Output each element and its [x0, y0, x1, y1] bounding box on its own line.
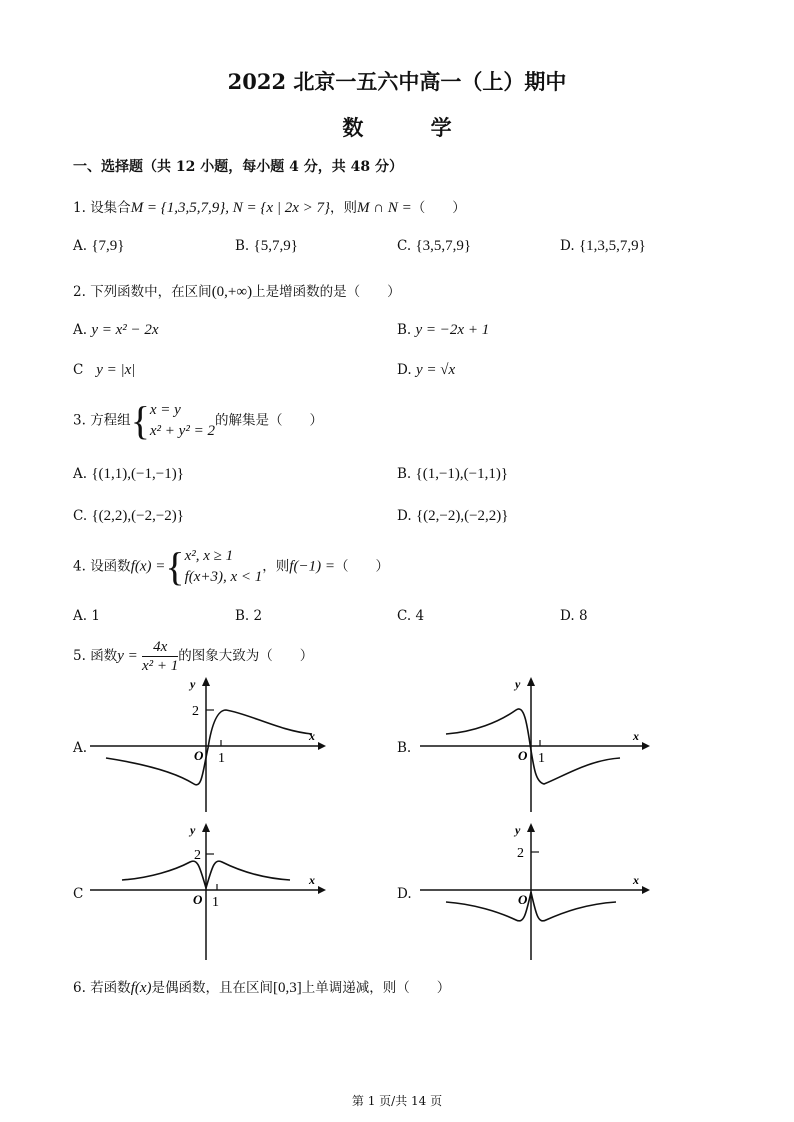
equation-system	[150, 400, 215, 442]
equation-line: x = y	[149, 402, 181, 418]
option-text: y = x² − 2x	[91, 322, 159, 338]
option-c	[397, 238, 471, 255]
option-c	[397, 608, 424, 624]
question-text: ，则	[262, 558, 290, 575]
option-c	[73, 508, 184, 525]
question-number: 6.	[73, 980, 86, 996]
x-axis-arrow	[642, 742, 650, 750]
option-text: y = √x	[415, 362, 456, 378]
option-a	[73, 238, 125, 255]
x-axis-label: x	[633, 873, 639, 887]
option-text: 2	[253, 608, 263, 624]
answer-blank: （ ）	[411, 200, 466, 216]
option-d	[397, 508, 509, 525]
question-text: 若函数	[90, 980, 131, 996]
origin-label: O	[193, 892, 203, 907]
option-text: {5,7,9}	[253, 238, 298, 254]
y-axis-label: y	[515, 677, 521, 691]
x-tick-label: 1	[212, 895, 219, 910]
option-label: C.	[397, 608, 412, 624]
question-math: (0,+∞)	[211, 284, 253, 300]
y-axis-arrow	[527, 823, 535, 832]
question-number: 5.	[73, 648, 86, 664]
y-tick-label: 2	[194, 848, 201, 863]
question-text: ，则	[330, 200, 357, 216]
option-c	[73, 362, 135, 379]
option-b	[397, 466, 508, 483]
question-math: y =	[117, 648, 138, 664]
question-6	[73, 976, 450, 997]
page-footer: 第 1 页/共 14 页	[351, 1094, 443, 1108]
question-text: 设函数	[90, 558, 131, 575]
option-text: 4	[415, 608, 425, 624]
question-4	[73, 546, 389, 588]
question-3	[73, 400, 323, 442]
question-text: 函数	[90, 648, 118, 664]
option-label: A.	[73, 466, 88, 482]
x-axis-arrow	[318, 742, 326, 750]
origin-label: O	[518, 892, 528, 907]
option-label: A.	[73, 608, 88, 624]
graph-option-b	[414, 676, 654, 812]
option-text: {1,3,5,7,9}	[578, 238, 646, 254]
option-text: y = |x|	[96, 362, 136, 378]
question-text: 下列函数中，在区间	[90, 284, 212, 300]
subject-title: 数 学	[342, 115, 482, 140]
question-math: [0,3]	[273, 980, 302, 996]
option-text: {7,9}	[91, 238, 125, 254]
question-5	[73, 638, 313, 675]
option-label: D.	[397, 508, 412, 524]
question-text: 的图象大致为（ ）	[178, 648, 314, 664]
section-heading: 一、选择题（共 12 小题，每小题 4 分，共 48 分）	[73, 159, 403, 175]
y-tick-label: 2	[192, 704, 199, 719]
option-text: 1	[91, 608, 100, 624]
y-tick-label: 2	[517, 846, 524, 861]
fraction-denominator: x² + 1	[142, 658, 179, 674]
x-tick-label: 1	[538, 751, 545, 766]
page-title: 2022 北京一五六中高一（上）期中	[227, 69, 567, 94]
option-text: {(2,−2),(−2,2)}	[415, 508, 509, 524]
option-text: {(2,2),(−2,−2)}	[91, 508, 184, 524]
question-math: M = {1,3,5,7,9}, N = {x | 2x > 7}	[130, 200, 330, 216]
graph-option-d-label: D.	[397, 886, 412, 902]
answer-blank: （ ）	[334, 558, 389, 575]
option-text: {3,5,7,9}	[415, 238, 472, 254]
question-math: M ∩ N =	[357, 200, 412, 216]
question-text: 方程组	[90, 412, 131, 429]
graph-option-c-label: C	[73, 886, 84, 902]
x-tick-label: 1	[218, 751, 225, 766]
x-axis-label: x	[309, 873, 315, 887]
y-axis-arrow	[202, 677, 210, 686]
brace: {	[130, 398, 150, 443]
question-text: 的解集是（ ）	[214, 412, 323, 429]
option-label: B.	[397, 466, 412, 482]
option-label: C.	[73, 508, 88, 524]
option-d	[397, 362, 455, 379]
graph-option-a-label: A.	[73, 740, 88, 756]
option-d	[560, 608, 588, 624]
option-label: A.	[73, 238, 88, 254]
question-number: 4.	[73, 558, 86, 575]
option-label: C.	[397, 238, 412, 254]
question-number: 1.	[73, 200, 86, 216]
origin-label: O	[518, 748, 528, 763]
y-axis-label: y	[190, 823, 196, 837]
option-b	[397, 322, 489, 339]
question-number: 3.	[73, 412, 86, 429]
question-text: 设集合	[90, 200, 131, 216]
option-b	[235, 238, 298, 255]
y-axis-arrow	[527, 677, 535, 686]
option-a	[73, 608, 100, 624]
piece-line: x², x ≥ 1	[184, 548, 234, 564]
question-text: 上是增函数的是（ ）	[252, 284, 401, 300]
option-a	[73, 466, 184, 483]
option-label: D.	[560, 608, 575, 624]
option-text: {(1,−1),(−1,1)}	[415, 466, 509, 482]
x-axis-arrow	[642, 886, 650, 894]
option-label: B.	[235, 608, 250, 624]
question-number: 2.	[73, 284, 86, 300]
y-axis-arrow	[202, 823, 210, 832]
fraction-numerator: 4x	[142, 638, 178, 657]
option-label: C	[73, 362, 84, 378]
question-text: 上单调递减，则（ ）	[301, 980, 451, 996]
question-math: f(x) =	[130, 558, 166, 575]
option-label: A.	[73, 322, 88, 338]
graph-option-c	[90, 820, 330, 960]
graph-option-b-label: B.	[397, 740, 412, 756]
option-text: {(1,1),(−1,−1)}	[91, 466, 184, 482]
question-text: 是偶函数，且在区间	[151, 980, 274, 996]
option-label: D.	[560, 238, 575, 254]
option-d	[560, 238, 646, 255]
question-math: f(x)	[130, 980, 152, 996]
y-axis-label: y	[190, 677, 196, 691]
fraction	[142, 638, 178, 675]
y-axis-label: y	[515, 823, 521, 837]
equation-line: x² + y² = 2	[149, 423, 215, 439]
piece-line: f(x+3), x < 1	[184, 569, 263, 585]
graph-option-d	[414, 820, 654, 960]
question-math: f(−1) =	[289, 558, 335, 575]
option-label: D.	[397, 362, 412, 378]
option-text: y = −2x + 1	[415, 322, 490, 338]
brace: {	[165, 544, 185, 589]
function-curve	[106, 710, 312, 785]
option-text: 8	[578, 608, 588, 624]
graph-option-a	[90, 676, 330, 812]
x-axis-label: x	[309, 729, 315, 743]
question-1	[73, 196, 466, 217]
origin-label: O	[194, 748, 204, 763]
option-b	[235, 608, 262, 624]
x-axis-label: x	[633, 729, 639, 743]
piecewise-definition	[185, 546, 263, 588]
option-label: B.	[397, 322, 412, 338]
x-axis-arrow	[318, 886, 326, 894]
option-a	[73, 322, 159, 339]
option-label: B.	[235, 238, 250, 254]
question-2	[73, 280, 401, 301]
